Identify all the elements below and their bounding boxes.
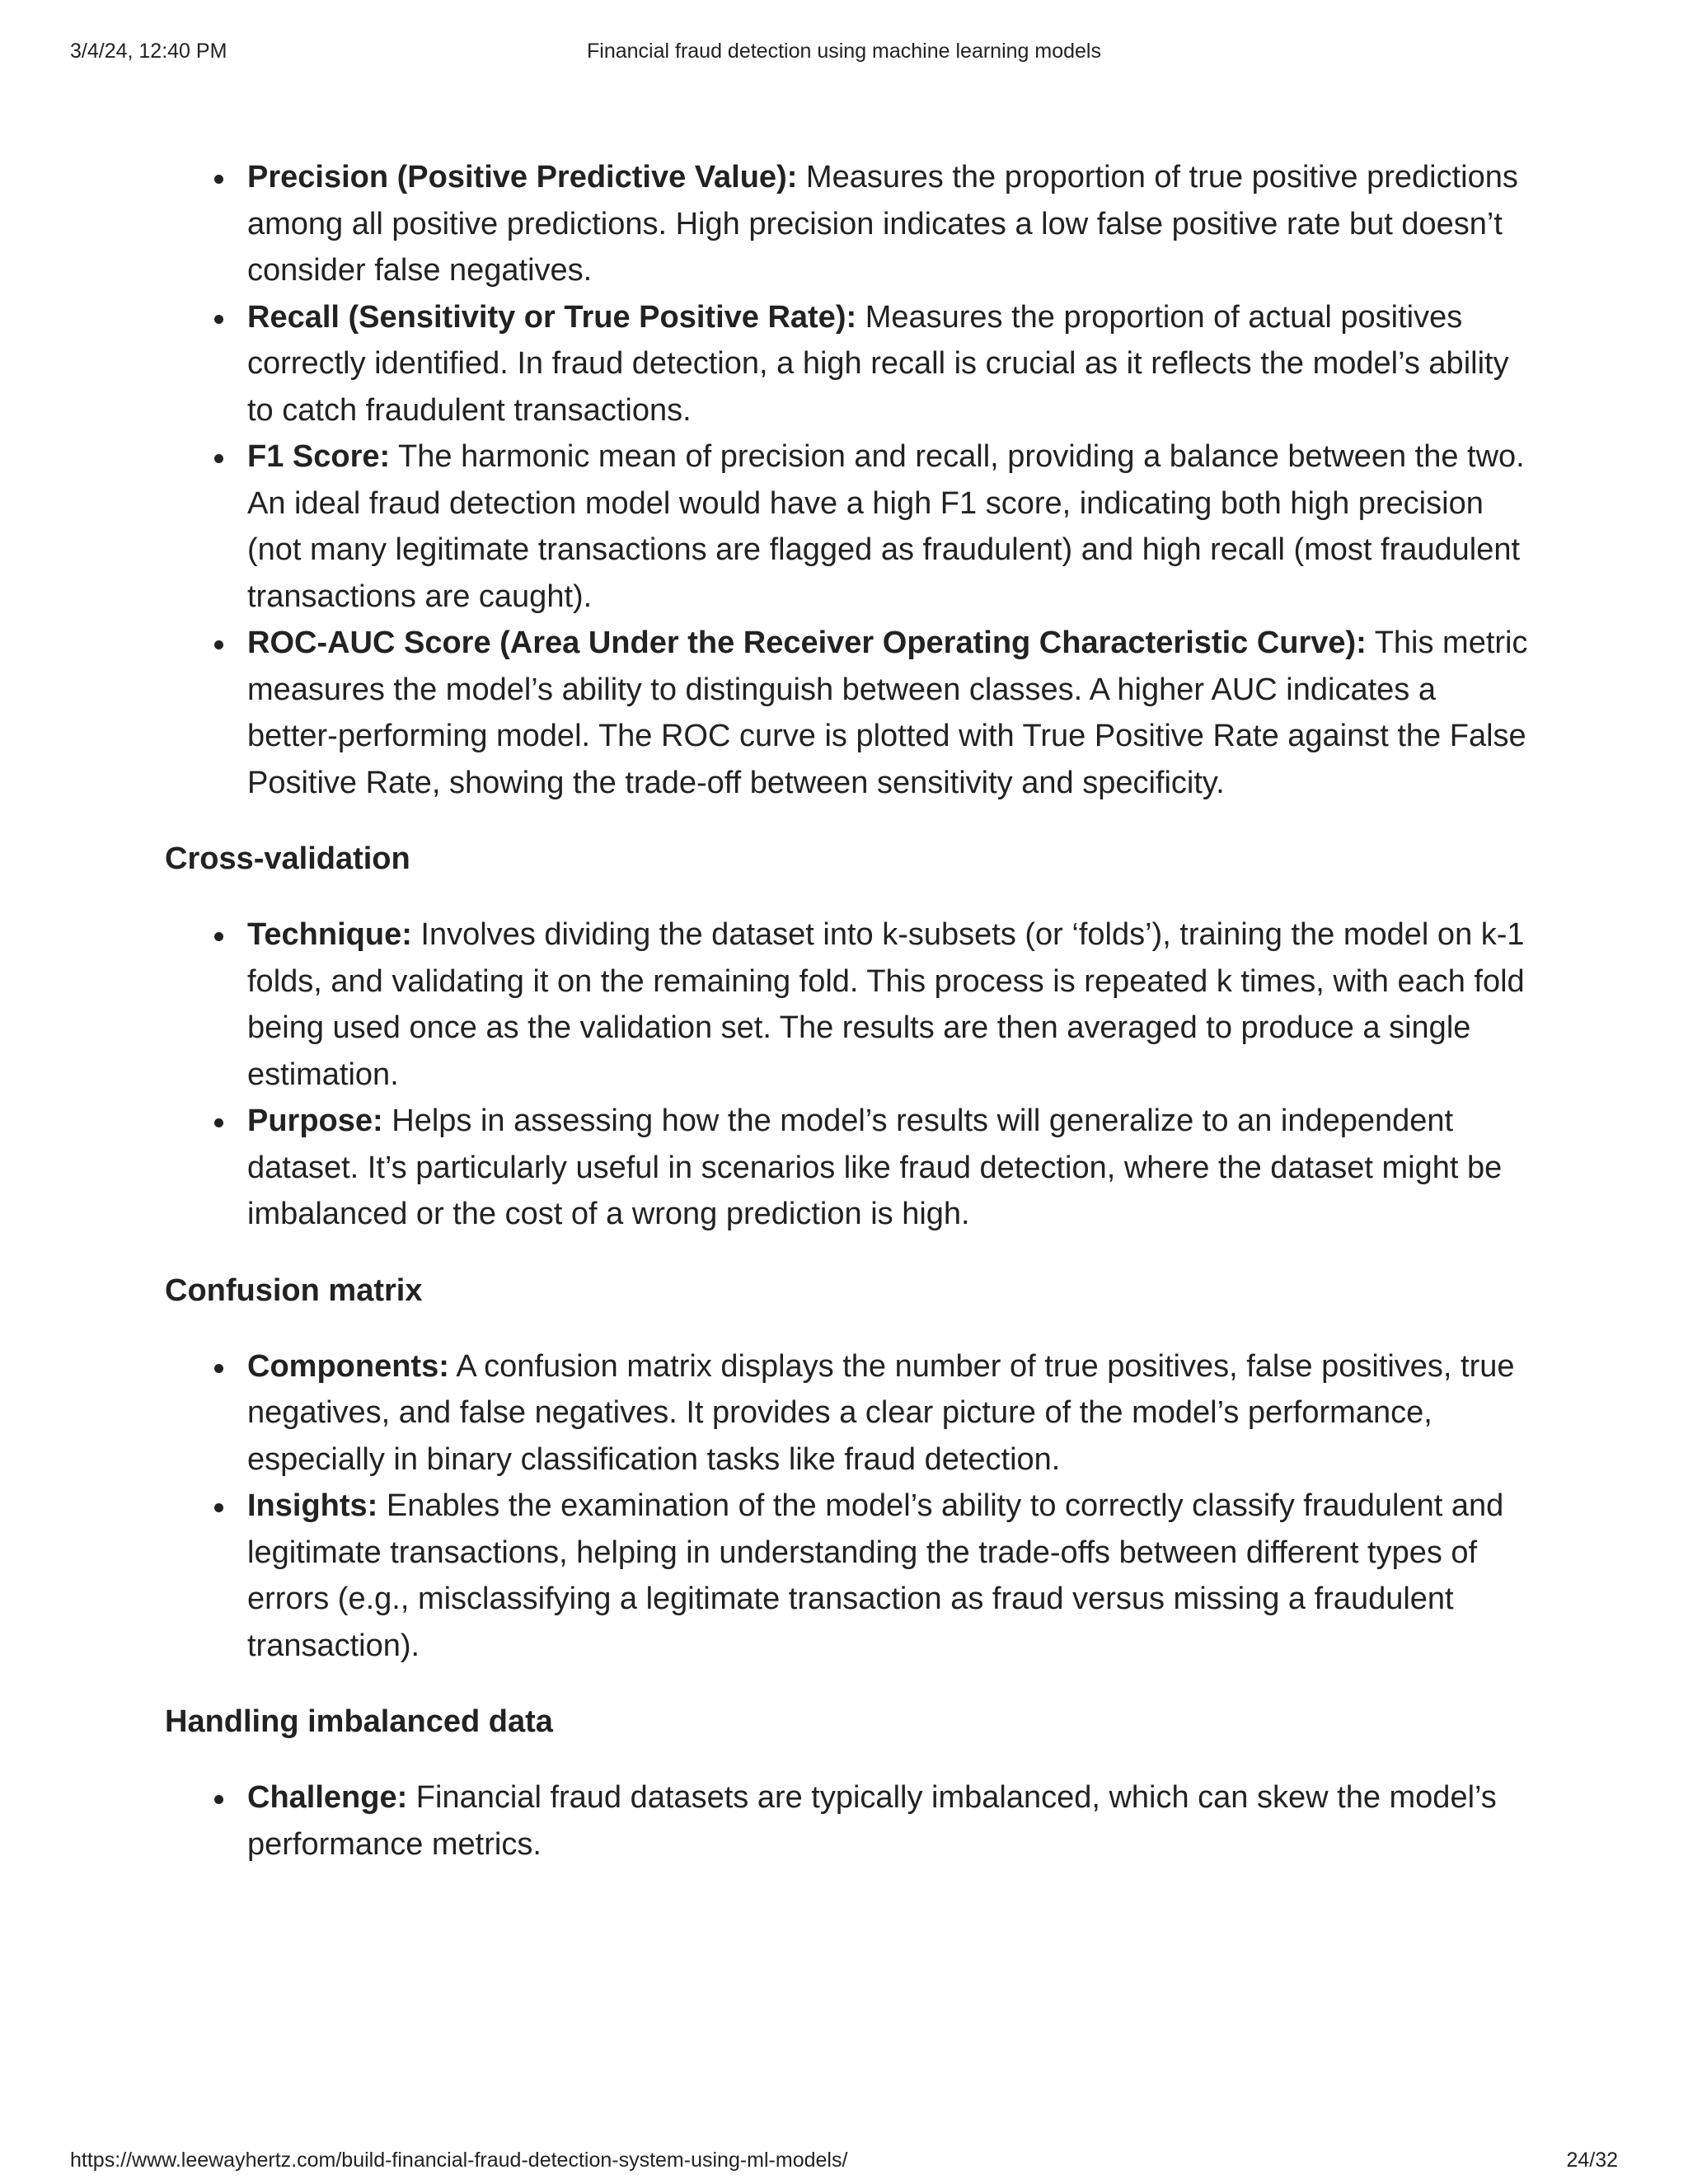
item-term: Components: <box>247 1348 449 1384</box>
confusion-matrix-list <box>165 1343 1533 1670</box>
list-item <box>247 434 1533 620</box>
section-heading: Cross-validation <box>165 841 410 876</box>
page-number: 24/32 <box>1566 2149 1618 2172</box>
item-text: Helps in assessing how the model’s results will generalize to an independent dataset. It’s particularly useful in scenarios like fraud detection, where the dataset might be imbalanced or the cost of a wrong prediction is high. <box>247 1104 1503 1231</box>
article-content <box>165 154 1533 1868</box>
list-item <box>247 912 1533 1098</box>
item-term: Challenge: <box>247 1780 408 1815</box>
list-item <box>247 1343 1533 1483</box>
item-text: The harmonic mean of precision and recall, providing a balance between the two. An ideal fraud detection model would have a high F1 score, indicating both high precision (not many legitimate transactions are flagged as fraudulent) and high recall (most fraudulent transactions are caught). <box>247 439 1525 614</box>
imbalanced-data-list <box>165 1774 1533 1868</box>
imbalanced-data-section <box>165 1699 1533 1868</box>
item-text: Enables the examination of the model’s ability to correctly classify fraudulent and legitimate transactions, helping in understanding the trade-offs between different types of errors (e.g., misclassifying a legitimate transaction as fraud versus missing a fraudulent transaction). <box>247 1488 1504 1663</box>
item-text: A confusion matrix displays the number of true positives, false positives, true negatives, and false negatives. It provides a clear picture of the model’s performance, especially in binary classification tasks like fraud detection. <box>247 1348 1515 1477</box>
item-text: Measures the proportion of actual positives correctly identified. In fraud detection, a high recall is crucial as it reflects the model’s ability to catch fraudulent transactions. <box>247 299 1509 428</box>
confusion-matrix-section <box>165 1268 1533 1670</box>
item-term: Purpose: <box>247 1104 383 1138</box>
item-text: Measures the proportion of true positive predictions among all positive predictions. High precision indicates a low false positive rate but doesn’t consider false negatives. <box>247 160 1518 288</box>
item-term: F1 Score: <box>247 439 391 474</box>
item-term: Precision (Positive Predictive Value): <box>247 160 798 194</box>
cross-validation-list <box>165 912 1533 1238</box>
item-text: This metric measures the model’s ability to distinguish between classes. A higher AUC indicates a better-performing model. The ROC curve is plotted with True Positive Rate against the False Positive Rate, showing the trade-off between sensitivity and specificity. <box>247 626 1528 800</box>
item-term: Recall (Sensitivity or True Positive Rate): <box>247 299 857 335</box>
print-datetime: 3/4/24, 12:40 PM <box>70 40 227 63</box>
item-text: Involves dividing the dataset into k-subsets (or ‘folds’), training the model on k-1 folds, and validating it on the remaining fold. This process is repeated k times, with each fold being used once as the validation set. The results are then averaged to produce a single estimation. <box>247 917 1525 1092</box>
print-page-title: Financial fraud detection using machine learning models <box>587 40 1101 63</box>
list-item <box>247 1098 1533 1238</box>
list-item <box>247 1774 1533 1868</box>
item-term: Technique: <box>247 917 412 952</box>
item-term: ROC-AUC Score (Area Under the Receiver Operating Characteristic Curve): <box>247 626 1367 660</box>
print-url: https://www.leewayhertz.com/build-financial-fraud-detection-system-using-ml-models/ <box>70 2149 848 2172</box>
item-text: Financial fraud datasets are typically imbalanced, which can skew the model’s performance metrics. <box>247 1780 1497 1862</box>
list-item <box>247 294 1533 434</box>
item-term: Insights: <box>247 1488 378 1523</box>
section-heading: Handling imbalanced data <box>165 1704 553 1739</box>
list-item <box>247 1483 1533 1669</box>
metrics-list <box>165 154 1533 806</box>
list-item <box>247 620 1533 806</box>
cross-validation-section <box>165 836 1533 1238</box>
list-item <box>247 154 1533 294</box>
section-heading: Confusion matrix <box>165 1272 423 1308</box>
